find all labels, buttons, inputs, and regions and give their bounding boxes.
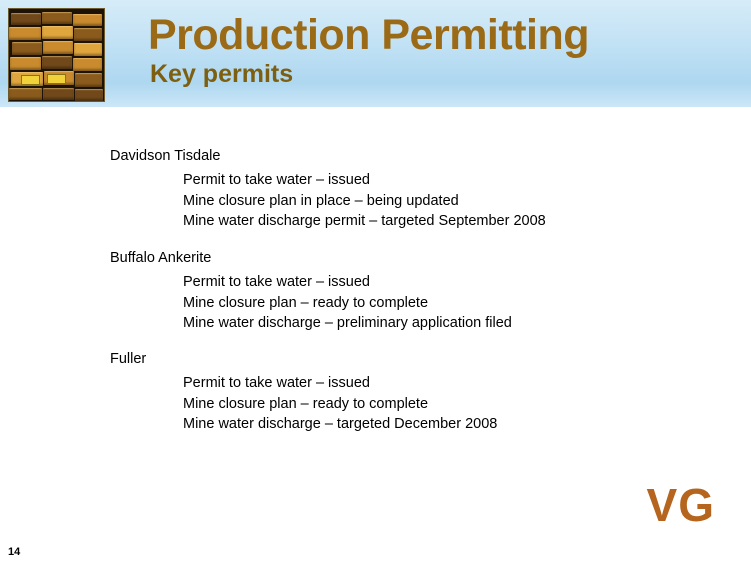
permit-group-title: Fuller	[110, 351, 147, 367]
company-logo: VG	[646, 479, 715, 531]
list-item: Mine water discharge – preliminary application filed	[183, 315, 512, 331]
page-subtitle: Key permits	[150, 60, 294, 88]
permit-group	[110, 349, 497, 435]
permit-group	[110, 146, 546, 232]
list-item: Mine closure plan in place – being updated	[183, 192, 459, 209]
list-item: Mine closure plan – ready to complete	[183, 395, 429, 412]
page-number: 14	[8, 546, 21, 558]
list-item: Mine water discharge – targeted December 2008	[183, 416, 498, 432]
permit-group-items	[110, 373, 497, 435]
slide-body	[0, 110, 751, 566]
list-item: Permit to take water – issued	[183, 274, 370, 290]
page-title: Production Permitting	[148, 11, 589, 59]
header-band	[0, 0, 751, 110]
list-item: Mine water discharge permit – targeted September 2008	[183, 213, 546, 229]
permit-group	[110, 248, 512, 334]
permit-group-items	[110, 272, 512, 334]
permit-group-title: Buffalo Ankerite	[110, 250, 212, 266]
permit-group-title: Davidson Tisdale	[110, 148, 221, 164]
list-item: Mine closure plan – ready to complete	[183, 294, 429, 311]
permit-group-items	[110, 170, 546, 232]
list-item: Permit to take water – issued	[183, 172, 370, 188]
gold-bars-photo	[8, 8, 105, 102]
list-item: Permit to take water – issued	[183, 375, 370, 391]
